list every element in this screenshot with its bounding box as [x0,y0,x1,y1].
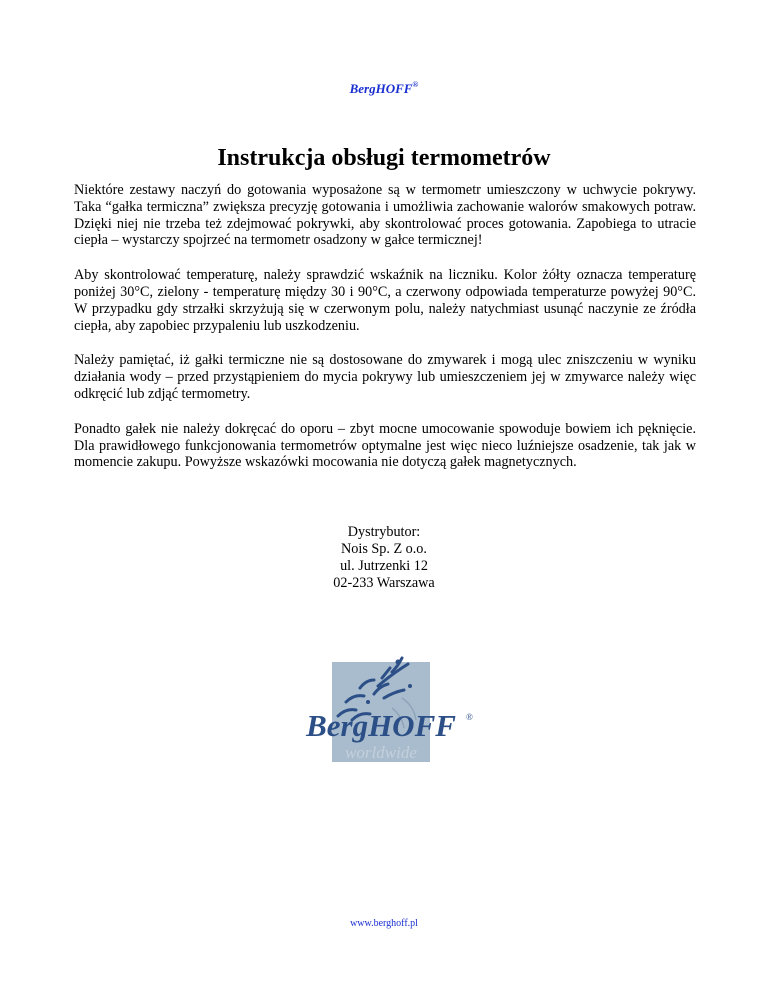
registered-mark: ® [412,80,419,89]
paragraph-dishwasher: Należy pamiętać, iż gałki termiczne nie są dostosowane do zmywarek i mogą ulec zniszczeniu w wyniku działania wody – przed przystąpieniem do mycia pokrywy lub umieszczeniem jej w zmywarce należy więc odkręcić lub zdjąć termometry. [74,352,696,402]
paragraph-mounting: Ponadto gałek nie należy dokręcać do oporu – zbyt mocne umocowanie spowoduje bowiem ich pęknięcie. Dla prawidłowego funkcjonowania termometrów optymalne jest więc nieco luźniejsze osadzenie, tak jak w momencie zakupu. Powyższe wskazówki mocowania nie dotyczą gałek magnetycznych. [74,420,696,471]
body-text [74,182,696,489]
berghoff-logo [280,628,480,768]
distributor-company: Nois Sp. Z o.o. [341,541,427,557]
page-title: Instrukcja obsługi termometrów [217,145,551,171]
distributor-city: 02-233 Warszawa [333,575,435,591]
header-brand-name: BergHOFF [349,81,413,96]
distributor-block [0,524,768,592]
logo-brand-text: BergHOFF [306,708,456,743]
paragraph-intro: Niektóre zestawy naczyń do gotowania wyposażone są w termometr umieszczony w uchwycie pokrywy. Taka “gałka termiczna” zwiększa precyzję gotowania i umożliwia zachowanie walorów smakowych potraw. Dzięki niej nie trzeba też zdejmować pokrywki, aby skontrolować proces gotowania. Zapobiega to utracie ciepła – wystarczy spojrzeć na termometr osadzony w gałce termicznej! [74,182,696,249]
logo-tagline-text: worldwide [345,743,417,762]
distributor-street: ul. Jutrzenki 12 [340,558,428,574]
distributor-label: Dystrybutor: [347,524,421,540]
logo-registered-mark: ® [466,712,473,722]
header-brand [0,80,768,97]
footer-website-link[interactable]: www.berghoff.pl [350,918,418,929]
paragraph-temperature: Aby skontrolować temperaturę, należy sprawdzić wskaźnik na liczniku. Kolor żółty oznacza temperaturę poniżej 30°C, zielony - temperaturę między 30 i 90°C, a czerwony odpowiada temperaturze powyżej 90°C. W przypadku gdy strzałki skrzyżują się w czerwonym polu, należy natychmiast usunąć naczynie ze źródła ciepła, aby zapobiec przypaleniu lub uszkodzeniu. [74,267,696,334]
